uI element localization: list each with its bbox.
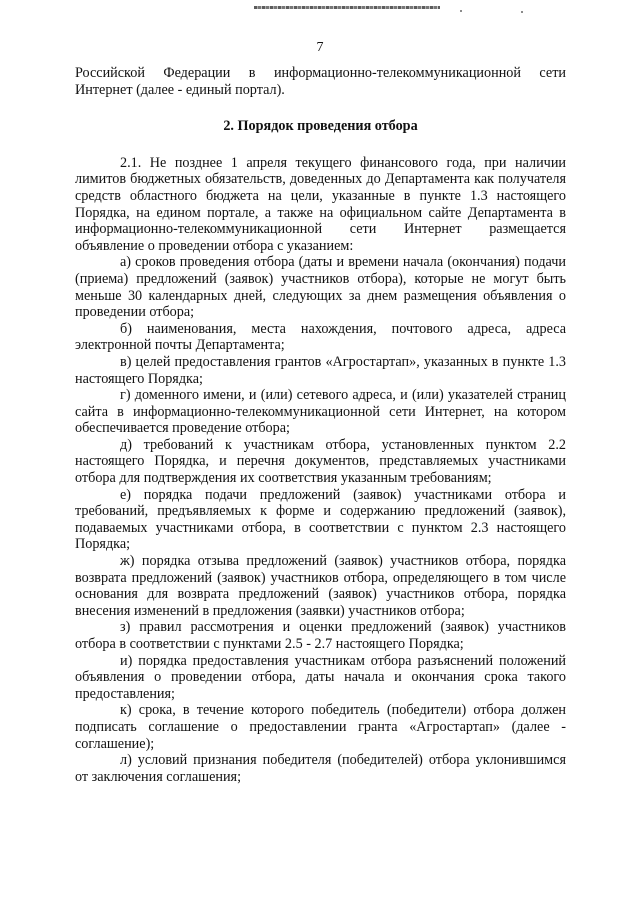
document-body <box>75 65 566 785</box>
list-item-d: д) требований к участникам отбора, установленных пунктом 2.2 настоящего Порядка, и перечня документов, представляемых участниками отбора для подтверждения их соответствия указанным требованиям; <box>75 436 566 487</box>
list-item-l: л) условий признания победителя (победителей) отбора уклонившимся от заключения соглашения; <box>75 752 566 785</box>
list-item-i: и) порядка предоставления участникам отбора разъяснений положений объявления о проведении отбора, даты начала и окончания срока такого предоставления; <box>75 652 566 702</box>
scan-artifact-dot <box>521 11 523 13</box>
scan-artifact-top <box>254 6 440 9</box>
paragraph-2-1: 2.1. Не позднее 1 апреля текущего финансового года, при наличии лимитов бюджетных обязательств, доведенных до Департамента как получателя средств областного бюджета на цели, указанные в пункте 1.3 настоящего Порядка, на едином портале, а также на официальном сайте Департамента в информационно-телекоммуникационной сети Интернет размещается объявление о проведении отбора с указанием: <box>75 154 566 254</box>
list-item-zh: ж) порядка отзыва предложений (заявок) участников отбора, порядка возврата предложений (заявок) участников отбора, определяющего в том числе основания для возврата предложений (заявок) участников отбора, порядка внесения изменений в предложения (заявки) участников отбора; <box>75 553 566 619</box>
list-item-b: б) наименования, места нахождения, почтового адреса, адреса электронной почты Департамента; <box>75 320 566 354</box>
section-heading: 2. Порядок проведения отбора <box>223 118 418 135</box>
list-item-e: е) порядка подачи предложений (заявок) участниками отбора и требований, предъявляемых к форме и содержанию предложений (заявок), подаваемых участниками отбора, в соответствии с пунктом 2.3 настоящего Порядка; <box>75 486 566 553</box>
page-number: 7 <box>316 40 324 55</box>
list-item-g: г) доменного имени, и (или) сетевого адреса, и (или) указателей страниц сайта в информационно-телекоммуникационной сети Интернет, на котором обеспечивается проведение отбора; <box>75 387 566 437</box>
scan-artifact-dot <box>460 10 462 12</box>
list-item-z: з) правил рассмотрения и оценки предложений (заявок) участников отбора в соответствии с пунктами 2.5 - 2.7 настоящего Порядка; <box>75 619 566 652</box>
list-item-a: а) сроков проведения отбора (даты и времени начала (окончания) подачи (приема) предложений (заявок) участников отбора), которые не могут быть меньше 30 календарных дней, следующих за днем размещения объявления о проведении отбора; <box>75 254 566 321</box>
list-item-k: к) срока, в течение которого победитель (победители) отбора должен подписать соглашение о предоставлении гранта «Агростартап» (далее - соглашение); <box>75 702 566 752</box>
list-item-v: в) целей предоставления грантов «Агростартап», указанных в пункте 1.3 настоящего Порядка; <box>75 353 566 387</box>
intro-paragraph: Российской Федерации в информационно-телекоммуникационной сети Интернет (далее - единый портал). <box>75 65 566 98</box>
